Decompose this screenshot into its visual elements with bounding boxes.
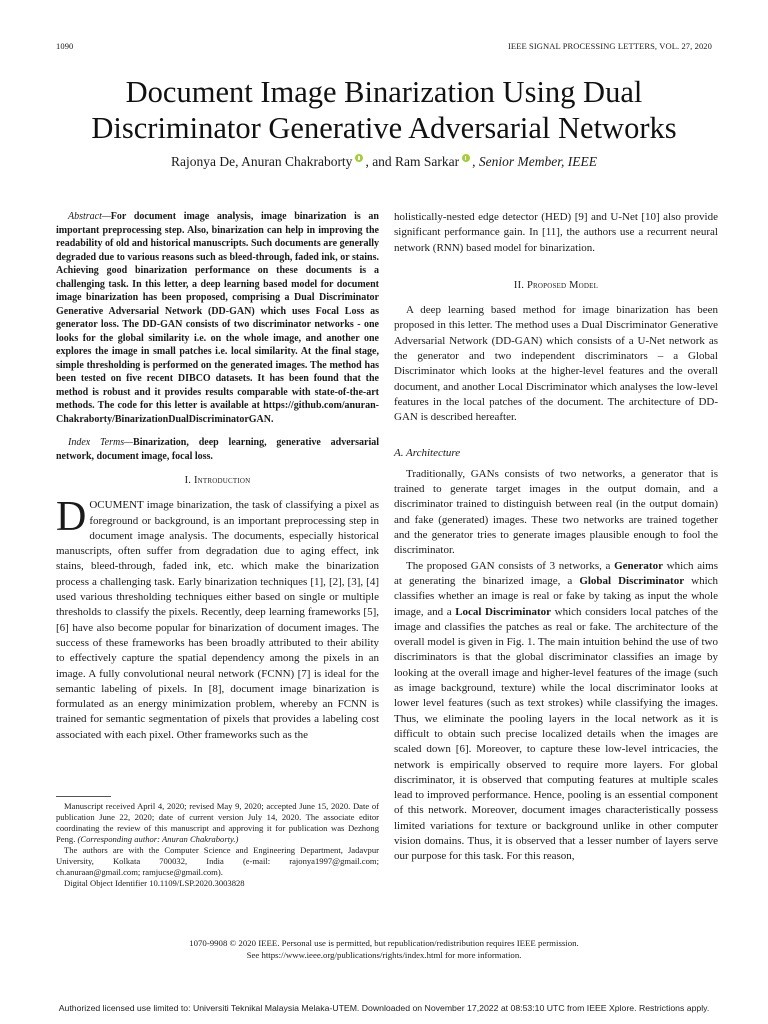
copyright-line-1: 1070-9908 © 2020 IEEE. Personal use is permitted, but republication/redistribution requires IEEE permission. bbox=[189, 938, 579, 948]
abstract bbox=[56, 210, 379, 426]
footnotes bbox=[56, 801, 379, 889]
authors-comma: , bbox=[472, 154, 476, 169]
orcid-icon[interactable] bbox=[462, 154, 470, 162]
section-title: Introduction bbox=[193, 475, 251, 486]
introduction-paragraph bbox=[56, 494, 379, 743]
copyright-line-2: See https://www.ieee.org/publications/rights/index.html for more information. bbox=[246, 949, 522, 960]
authors-first: Rajonya De, Anuran Chakraborty bbox=[170, 154, 353, 169]
drop-cap: D bbox=[56, 494, 87, 541]
title-line-2: Discriminator Generative Adversarial Networks bbox=[91, 111, 677, 145]
text-run: which considers local patches of the image and classifies the patches as real or fake. The architecture of the overall model is given in Fig. 1. The main intuition behind the use of two discriminators is that the global discriminator classifies an image by looking at the overall image and higher-level features of the image (such as image background, texture) while the local discriminator looks at lower level features (such as text strokes) while classifying the images. Thus, we eliminate the pooling layers in the local network as it is difficult to obtain such precise localized details when the images are scaled down [6]. Moreover, to capture these low-level intricacies, the network is empirically observed to require more layers. For global discriminator, it is observed that computing features at multiple scales lead to improved performance. Hence, pooling is an essential component of this network. Moreover, document images characteristically possess limited variations for texture or background unlike in other computer vision domains. Thus, it is observed that a lesser number of layers serve our purpose for this task. For this reason, bbox=[394, 605, 718, 863]
license-footer: Authorized licensed use limited to: Universiti Teknikal Malaysia Melaka-UTEM. Downloaded on November 17,2022 at 08:53:10 UTC from IEEE Xplore. Restrictions apply. bbox=[58, 1003, 710, 1013]
index-terms-text: Binarization, deep learning, generative adversarial network, document image, focal loss. bbox=[56, 437, 380, 462]
section-number: I. bbox=[184, 475, 192, 486]
orcid-icon[interactable] bbox=[355, 154, 363, 162]
page-number: 1090 bbox=[56, 41, 74, 51]
corresponding-author: (Corresponding author: Anuran Chakraborty.) bbox=[77, 834, 239, 844]
authors-second: , and Ram Sarkar bbox=[365, 154, 460, 169]
section-heading-proposed-model bbox=[394, 278, 718, 293]
term-global-discriminator: Global Discriminator bbox=[579, 574, 685, 587]
paragraph: Traditionally, GANs consists of two networks, a generator that is trained to generate target images in the output domain, and a discriminator trained to distinguish between real (in the output domain) and fake (generated) images. These two networks are trained together and the generator tries to generate images plausible enough to fool the discriminator. bbox=[394, 467, 718, 557]
footnote-rule bbox=[56, 796, 111, 797]
footnote-affiliation: The authors are with the Computer Science and Engineering Department, Jadavpur University, Kolkata 700032, India (e-mail: rajonya1997@gmail.com; ch.anuraan@gmail.com; ramjucse@gmail.com). bbox=[56, 845, 379, 877]
copyright-notice bbox=[40, 938, 728, 961]
text-run: which aims at generating the binarized image, a bbox=[394, 559, 718, 587]
introduction-text: OCUMENT image binarization, the task of classifying a pixel as foreground or background, is an important preprocessing step in document image analysis. The documents, especially historical manuscripts, often suffer from degradation due to aging effect, ink stains, bleed-through, faded ink, etc. which make the binarization process a challenging task. Early binarization techniques [1], [2], [3], [4] used various thresholding techniques either based on single or multiple thresholds to classify the pixels. Recently, deep learning frameworks [5], [6] have also become popular for binarization of document images. The success of these frameworks has been broadly attributed to their ability to effectively capture the spatial dependency among the pixels in an image. A fully convolutional neural network (FCNN) [7] is ideal for the semantic labeling of pixels. In [8], document image binarization is formulated as an energy minimization problem, whereby an FCNN is trained for semantic segmentation of pixels that provides a labeling cost associated with each pixel. Other frameworks such as the bbox=[56, 499, 379, 741]
paragraph bbox=[394, 559, 718, 865]
footnote-doi: Digital Object Identifier 10.1109/LSP.2020.3003828 bbox=[64, 878, 245, 888]
paragraph: A deep learning based method for image binarization has been proposed in this letter. The method uses a Dual Discriminator Generative Adversarial Network (DD-GAN) which consists of a U-Net network as the generator and two independent discriminators – a Global Discriminator which looks at the higher-level features and the overall document, and another Local Discriminator which analyses the low-level features in the local patches of the document. The architecture of DD-GAN is described hereafter. bbox=[394, 304, 718, 424]
section-number: II. bbox=[513, 279, 525, 291]
term-generator: Generator bbox=[614, 559, 663, 572]
text-run: The proposed GAN consists of 3 networks, a bbox=[406, 559, 615, 572]
abstract-text: For document image analysis, image binarization is an important preprocessing step. Also, binarization can help in improving the readability of old and historical manuscripts. Such documents are generally degraded due to various reasons such as bleed-through, faded ink, or stains. Achieving good binarization performance on these documents is a challenging task. In this letter, a deep learning based model for document image binarization has been proposed, comprising a Dual Discriminator Generative Adversarial Network (DD-GAN) which uses Focal Loss as generator loss. The DD-GAN consists of two discriminator networks - one looks for the global similarity i.e. on the whole image, and another one explores the image in small patches i.e. local similarity. At the final stage, simple thresholding is performed on the generated images. The method has been tested on five recent DIBCO datasets. It has been found that the method is robust and it provides results comparable with state-of-the-art methods. The code for this letter is available at https://github.com/anuran-Chakraborty/BinarizationDualDiscriminatorGAN. bbox=[56, 211, 379, 425]
section-heading-introduction bbox=[56, 473, 379, 488]
subsection-heading: A. Architecture bbox=[394, 446, 461, 459]
paragraph: holistically-nested edge detector (HED) [9] and U-Net [10] also provide significant performance gain. In [11], the authors use a recurrent neural network (RNN) based model for binarization. bbox=[394, 211, 718, 254]
abstract-lead: Abstract— bbox=[68, 211, 111, 222]
section-title: Proposed Model bbox=[526, 279, 599, 291]
index-terms-lead: Index Terms— bbox=[68, 437, 134, 448]
author-list bbox=[40, 153, 728, 171]
left-column bbox=[56, 210, 379, 743]
paper-title bbox=[40, 74, 728, 146]
author-role: Senior Member, IEEE bbox=[478, 154, 598, 169]
index-terms bbox=[56, 436, 379, 463]
term-local-discriminator: Local Discriminator bbox=[455, 605, 552, 618]
journal-header: IEEE SIGNAL PROCESSING LETTERS, VOL. 27, 2020 bbox=[507, 41, 712, 51]
right-column bbox=[394, 210, 718, 865]
footnote-manuscript bbox=[56, 801, 379, 845]
text-run: which classifies whether an image is real or fake by taking as input the whole image, and a bbox=[394, 574, 719, 618]
title-line-1: Document Image Binarization Using Dual bbox=[125, 75, 643, 109]
footnote-manuscript-text: Manuscript received April 4, 2020; revised May 9, 2020; accepted June 15, 2020. Date of publication June 22, 2020; date of current version July 14, 2020. The associate editor coordinating the review of this manuscript and approving it for publication was Dezhong Peng. bbox=[56, 801, 379, 844]
